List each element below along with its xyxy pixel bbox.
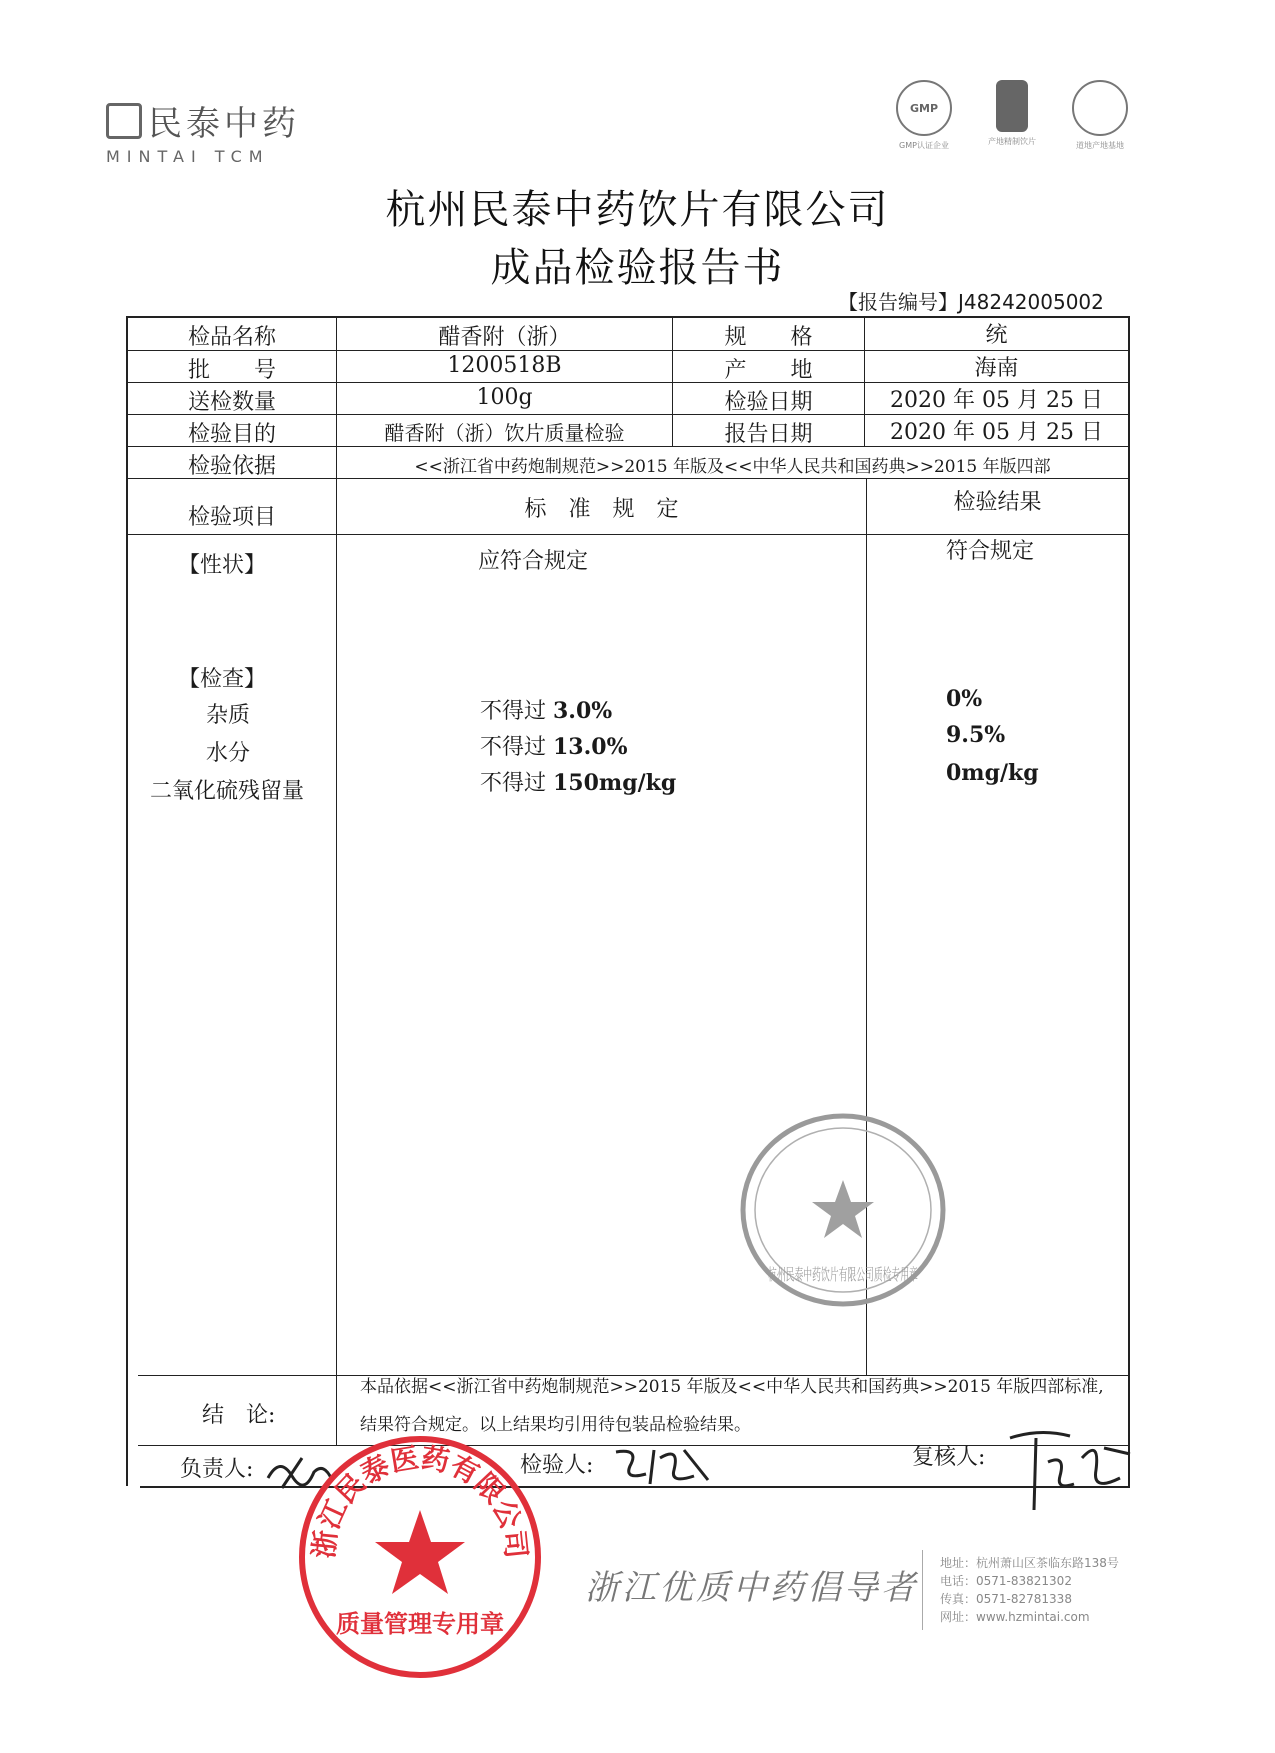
logo-mark-icon [106, 103, 142, 139]
gmp-badge [895, 80, 953, 151]
contact-info [940, 1554, 1119, 1626]
red-stamp-arc-text: 浙江民泰医药有限公司 [307, 1441, 533, 1560]
moisture-standard: 不得过 13.0% [480, 734, 628, 760]
test-date-label: 检验日期 [724, 390, 813, 415]
batch-label: 批 号 [187, 358, 276, 383]
certification-badges [895, 80, 1155, 160]
report-date-label: 报告日期 [724, 422, 813, 447]
quality-management-stamp [295, 1432, 545, 1682]
product-name-value: 醋香附（浙） [438, 325, 571, 350]
purpose-label: 检验目的 [187, 422, 276, 447]
appearance-result: 符合规定 [946, 539, 1035, 564]
footer-divider [922, 1550, 923, 1630]
reviewer-signature [1000, 1418, 1140, 1518]
company-logo [106, 96, 336, 166]
base-badge [1071, 80, 1129, 151]
inspector-signature [610, 1440, 720, 1490]
batch-value: 1200518B [447, 353, 562, 378]
conclusion-line2: 结果符合规定。以上结果均引用待包装品检验结果。 [360, 1415, 751, 1435]
fax-line: 传真：0571-82781338 [940, 1592, 1072, 1606]
phone-line: 电话：0571-83821302 [940, 1574, 1072, 1588]
spec-value: 统 [985, 323, 1008, 348]
footer-slogan: 浙江优质中药倡导者 [585, 1568, 918, 1608]
origin-badge-icon [996, 80, 1028, 132]
badge-caption: 产地精制饮片 [988, 137, 1036, 146]
so2-standard: 不得过 150mg/kg [480, 770, 677, 796]
logo-cn-text: 民泰中药 [148, 104, 300, 144]
moisture-item: 水分 [206, 741, 251, 766]
leader-label: 负责人: [180, 1457, 254, 1482]
inspection-label: 【检查】 [178, 667, 267, 692]
badge-caption: GMP认证企业 [899, 141, 949, 150]
item-header: 检验项目 [187, 505, 276, 530]
reviewer-label: 复核人: [912, 1445, 986, 1470]
quantity-value: 100g [476, 385, 533, 410]
standard-header: 标 准 规 定 [524, 497, 679, 522]
spec-label: 规 格 [724, 325, 813, 350]
company-title: 杭州民泰中药饮片有限公司 [385, 187, 890, 233]
conclusion-line1: 本品依据<<浙江省中药炮制规范>>2015 年版及<<中华人民共和国药典>>2015 年版四部标准, [360, 1377, 1104, 1397]
impurity-item: 杂质 [206, 703, 251, 728]
quantity-label: 送检数量 [187, 390, 276, 415]
appearance-standard: 应符合规定 [478, 549, 589, 574]
basis-label: 检验依据 [187, 454, 276, 479]
inspector-label: 检验人: [520, 1453, 594, 1478]
so2-item: 二氧化硫残留量 [150, 779, 305, 804]
origin-value: 海南 [974, 356, 1019, 381]
gray-stamp-text: 杭州民泰中药饮片有限公司质检专用章 [768, 1265, 918, 1284]
report-date-value: 2020 年 05 月 25 日 [890, 420, 1103, 445]
conclusion-label: 结 论: [202, 1403, 276, 1428]
red-stamp-star-icon [375, 1510, 465, 1594]
logo-en-text: MINTAI TCM [106, 147, 270, 166]
report-number-label: 【报告编号】 [838, 290, 958, 314]
impurity-standard: 不得过 3.0% [480, 698, 613, 724]
product-name-label: 检品名称 [187, 325, 276, 350]
so2-result: 0mg/kg [946, 760, 1039, 786]
origin-badge [983, 80, 1041, 147]
basis-value: <<浙江省中药炮制规范>>2015 年版及<<中华人民共和国药典>>2015 年版四部 [414, 457, 1051, 477]
report-title: 成品检验报告书 [490, 245, 785, 291]
red-stamp-bottom-text: 质量管理专用章 [336, 1610, 504, 1638]
test-date-value: 2020 年 05 月 25 日 [890, 388, 1103, 413]
result-header: 检验结果 [953, 490, 1042, 515]
appearance-label: 【性状】 [178, 553, 267, 578]
quality-inspection-stamp [738, 1110, 948, 1310]
report-number-value: J48242005002 [958, 290, 1104, 314]
gmp-seal-icon: GMP [896, 80, 952, 136]
web-line[interactable]: 网址：www.hzmintai.com [940, 1610, 1090, 1624]
base-seal-icon [1072, 80, 1128, 136]
impurity-result: 0% [946, 686, 983, 712]
purpose-value: 醋香附（浙）饮片质量检验 [384, 421, 625, 445]
moisture-result: 9.5% [946, 722, 1006, 748]
badge-caption: 道地产地基地 [1076, 141, 1124, 150]
address-line: 地址：杭州萧山区茶临东路138号 [940, 1556, 1119, 1570]
origin-label: 产 地 [724, 358, 813, 383]
stamp-star-icon [812, 1180, 874, 1238]
report-number [838, 286, 1104, 315]
